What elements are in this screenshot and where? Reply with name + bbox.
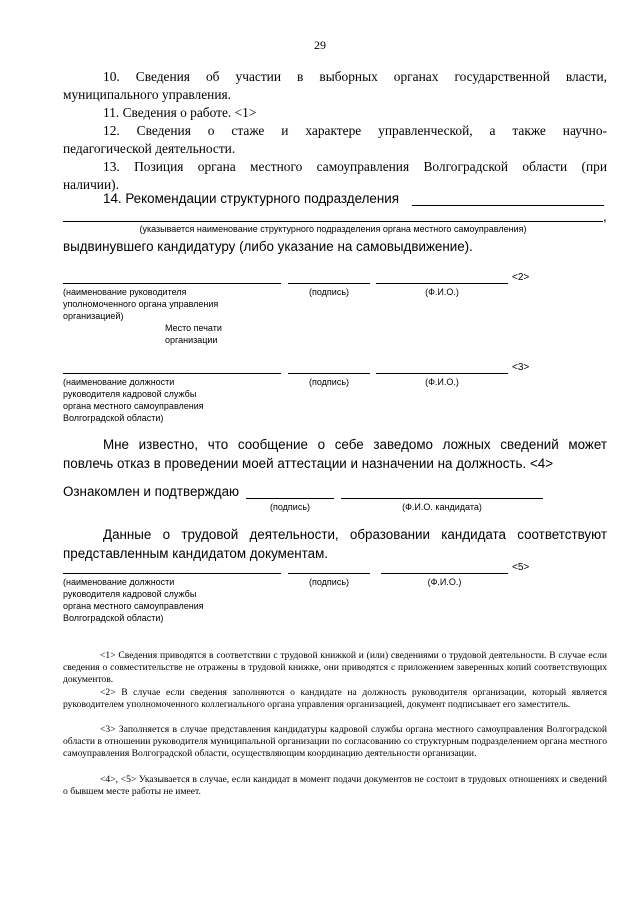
item-14-comma: , [603,209,607,224]
confirmation-line-1: Данные о трудовой деятельности, образовании кандидата соответствуют [103,527,607,542]
item-14: 14. Рекомендации структурного подразделения [103,191,399,206]
footnote-4-5: <4>, <5> Указывается в случае, если кандидат в момент подачи документов не состоит в трудовых отношениях и сведений о бывшем месте работы не имеет. [63,774,607,797]
acknowledgement-text: Ознакомлен и подтверждаю [63,484,240,499]
sig3-fio-caption: (Ф.И.О.) [427,577,462,587]
ack-signature-caption: (подпись) [269,502,311,512]
item-14-blank-line [412,205,604,206]
sig1-caption-line-1: (наименование руководителя [63,287,187,297]
sig3-caption-line-1: (наименование должности [63,577,175,587]
sig2-caption-line-3: органа местного самоуправления [63,401,204,411]
footnote-1: <1> Сведения приводятся в соответствии с трудовой книжкой и (или) сведениями о трудовой деятельности. В случае если сведения о совместительстве не отражены в трудовой книжке, они приводятся с приложением заверенных копий соответствующих документов. [63,650,607,685]
sig1-signature-caption: (подпись) [308,287,350,297]
sig2-fio-caption: (Ф.И.О.) [425,377,459,387]
sig1-position-line [63,283,281,284]
sig3-position-line [63,573,281,574]
item-10-line-2: муниципального управления. [63,87,232,102]
sig2-signature-line [288,373,370,374]
item-14-caption: (указывается наименование структурного подразделения органа местного самоуправления) [139,224,527,234]
page-number: 29 [314,38,326,52]
sig3-caption-line-3: органа местного самоуправления [63,601,204,611]
sig1-caption-line-2: уполномоченного органа управления [63,299,219,309]
sig2-caption-line-4: Волгоградской области) [63,413,164,423]
ack-fio-caption: (Ф.И.О. кандидата) [402,502,482,512]
item-12-line-2: педагогической деятельности. [63,141,236,156]
sig3-signature-caption: (подпись) [308,577,350,587]
sig3-note: <5> [512,562,530,573]
stamp-place-line-2: организации [165,335,218,345]
sig1-fio-caption: (Ф.И.О.) [425,287,459,297]
sig3-signature-line [288,573,370,574]
confirmation-line-2: представленным кандидатом документам. [63,546,329,561]
sig1-caption-line-3: организацией) [63,311,124,321]
ack-signature-line [246,498,334,499]
item-14-full-line [63,221,603,222]
item-10-line-1: 10. Сведения об участии в выборных органах государственной власти, [103,69,607,84]
footnote-3: <3> Заполняется в случае представления кандидатуры кадровой службы органа местного самоуправления Волгоградской области в отношении руководителя муниципальной организации по согласованию со структурным подразделением органа местного самоуправления Волгоградской области, осуществляющим координацию деятельности организации. [63,724,607,759]
sig2-caption-line-2: руководителя кадровой службы [63,389,197,399]
sig3-fio-line [381,573,508,574]
sig2-note: <3> [512,362,530,373]
item-14-line-3: выдвинувшего кандидатуру (либо указание на самовыдвижение). [63,239,473,254]
footnote-2: <2> В случае если сведения заполняются о кандидате на должность руководителя организации, который является руководителем уполномоченного коллегиального органа управления организацией, документ подписывает его заместитель. [63,687,607,710]
ack-fio-line [341,498,543,499]
item-12-line-1: 12. Сведения о стаже и характере управленческой, а также научно- [103,123,607,138]
item-13-line-1: 13. Позиция органа местного самоуправления Волгоградской области (при [103,159,607,174]
sig1-note: <2> [512,272,530,283]
statement-line-2: повлечь отказ в проведении моей аттестации и назначении на должность. <4> [63,456,554,471]
sig2-caption-line-1: (наименование должности [63,377,175,387]
sig1-fio-line [376,283,508,284]
sig1-signature-line [288,283,370,284]
statement-line-1: Мне известно, что сообщение о себе заведомо ложных сведений может [103,437,607,452]
item-13-line-2: наличии). [63,177,119,192]
sig3-caption-line-4: Волгоградской области) [63,613,164,623]
sig2-signature-caption: (подпись) [308,377,350,387]
sig2-fio-line [376,373,508,374]
stamp-place-line-1: Место печати [165,323,222,333]
sig2-position-line [63,373,281,374]
sig3-caption-line-2: руководителя кадровой службы [63,589,197,599]
item-11: 11. Сведения о работе. <1> [103,105,257,120]
